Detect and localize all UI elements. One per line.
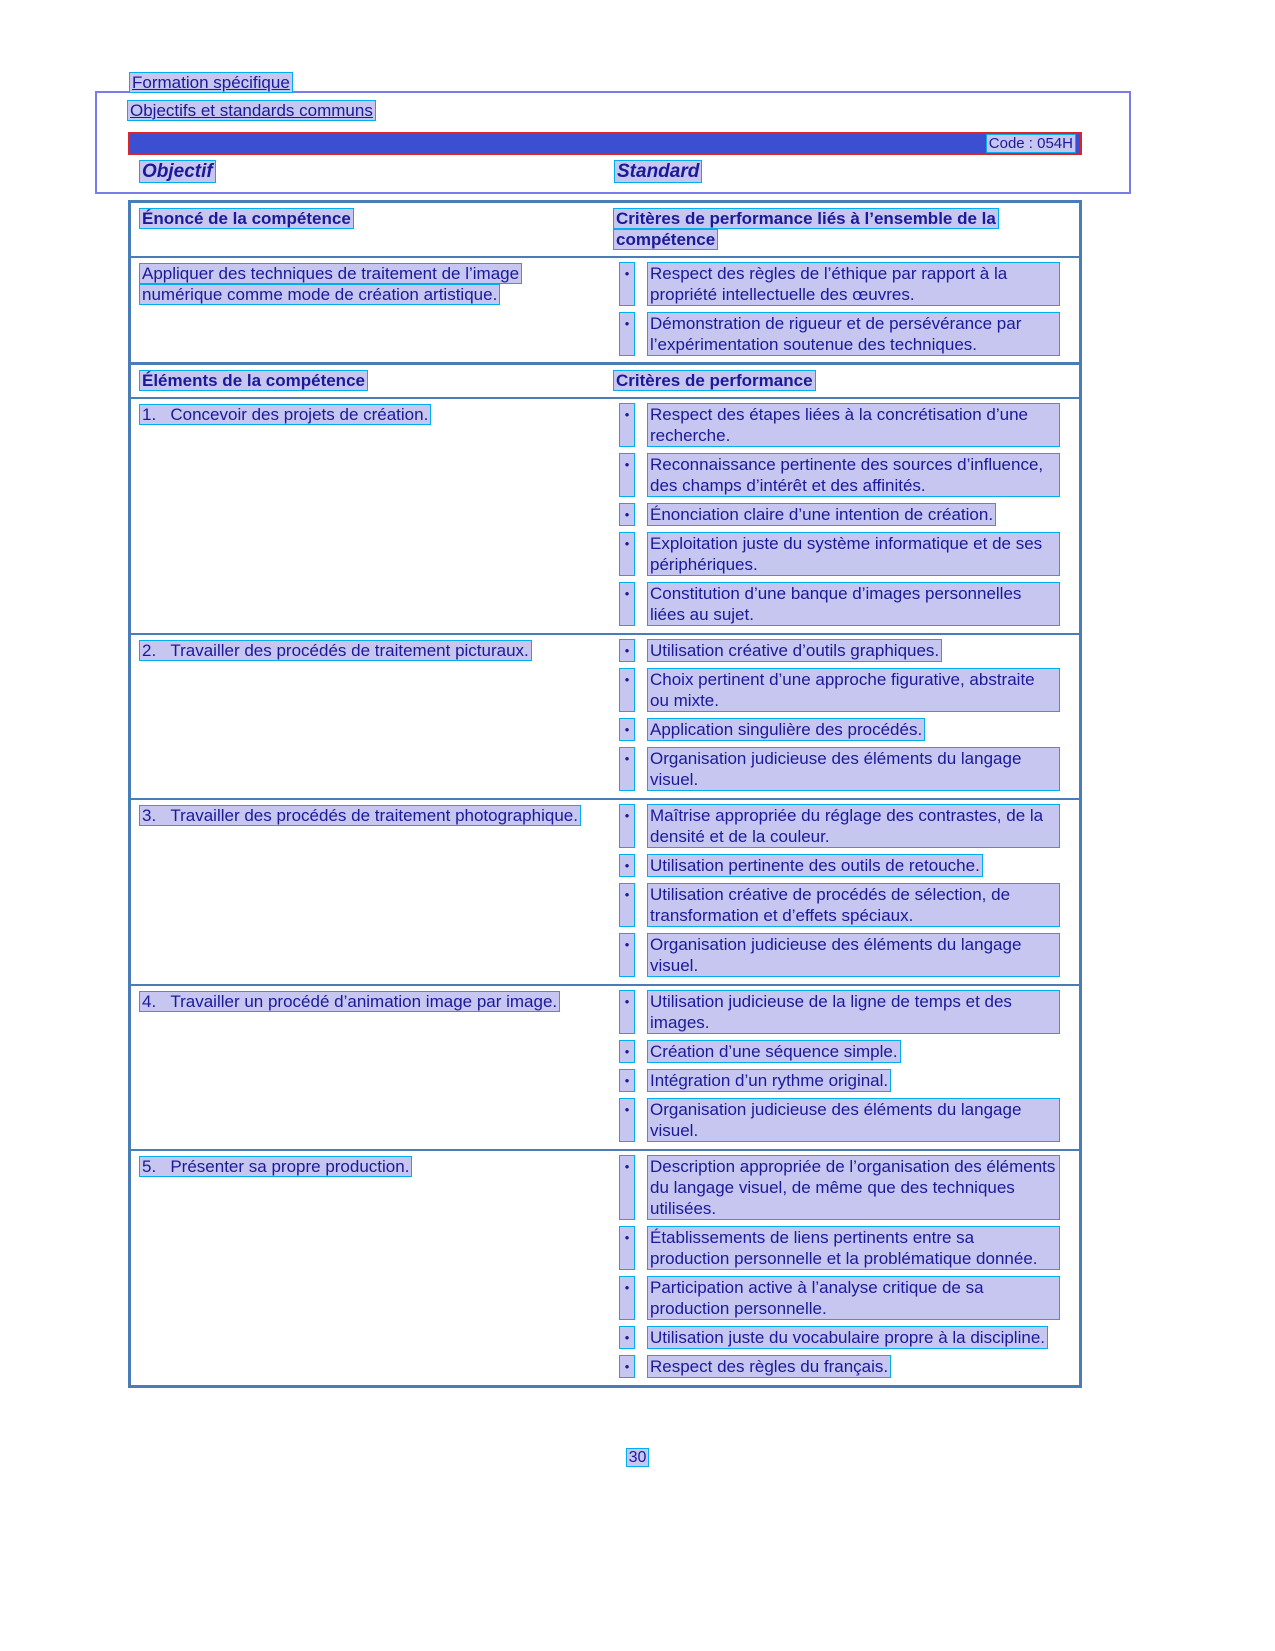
criterion-text: Respect des étapes liées à la concrétisation d’une recherche. bbox=[648, 404, 1059, 446]
criterion-item bbox=[620, 1099, 1059, 1141]
bullet-icon: • bbox=[620, 1356, 634, 1377]
competence-element-row bbox=[131, 1149, 1079, 1385]
criterion-item bbox=[620, 263, 1059, 305]
bullet-icon: • bbox=[620, 669, 634, 711]
criterion-item bbox=[620, 504, 1059, 525]
competence-element-row bbox=[131, 397, 1079, 633]
objectif-heading-text: Objectif bbox=[142, 161, 213, 182]
criterion-text: Choix pertinent d’une approche figurative, abstraite ou mixte. bbox=[648, 669, 1059, 711]
criterion-text: Organisation judicieuse des éléments du langage visuel. bbox=[648, 1099, 1059, 1141]
criterion-text: Utilisation créative de procédés de sélection, de transformation et d’effets spéciaux. bbox=[648, 884, 1059, 926]
bullet-icon: • bbox=[620, 934, 634, 976]
table1-header-cell-right bbox=[601, 203, 1079, 256]
criterion-text: Organisation judicieuse des éléments du langage visuel. bbox=[648, 748, 1059, 790]
criteria-cell bbox=[601, 986, 1079, 1149]
criterion-text: Constitution d’une banque d’images personnelles liées au sujet. bbox=[648, 583, 1059, 625]
bullet-icon: • bbox=[620, 404, 634, 446]
criterion-item bbox=[620, 454, 1059, 496]
criterion-text: Application singulière des procédés. bbox=[650, 720, 923, 739]
bullet-icon: • bbox=[620, 504, 634, 525]
element-text: 5. Présenter sa propre production. bbox=[142, 1157, 410, 1176]
link-objectifs-standards-communs-label: Objectifs et standards communs bbox=[130, 101, 373, 120]
criterion-item bbox=[620, 1277, 1059, 1319]
criterion-text: Respect des règles du français. bbox=[650, 1357, 889, 1376]
element-text: 1. Concevoir des projets de création. bbox=[142, 405, 429, 424]
criterion-text: Intégration d’un rythme original. bbox=[650, 1071, 889, 1090]
table1-header-row bbox=[131, 203, 1079, 256]
criteria-cell bbox=[601, 399, 1079, 633]
table2-header-right-text: Critères de performance bbox=[616, 371, 813, 390]
criterion-item bbox=[620, 719, 1059, 740]
criterion-item bbox=[620, 1070, 1059, 1091]
competence-elements-table bbox=[128, 362, 1082, 1388]
criterion-item bbox=[620, 1156, 1059, 1219]
page-number bbox=[0, 1448, 1275, 1467]
competence-element-row bbox=[131, 984, 1079, 1149]
element-cell bbox=[131, 399, 601, 633]
criterion-item bbox=[620, 884, 1059, 926]
criterion-text: Exploitation juste du système informatique et de ses périphériques. bbox=[648, 533, 1059, 575]
table2-header-row bbox=[131, 365, 1079, 397]
bullet-icon: • bbox=[620, 1227, 634, 1269]
element-cell bbox=[131, 986, 601, 1149]
criterion-item bbox=[620, 991, 1059, 1033]
bullet-icon: • bbox=[620, 313, 634, 355]
criterion-text: Organisation judicieuse des éléments du langage visuel. bbox=[648, 934, 1059, 976]
criterion-item bbox=[620, 1041, 1059, 1062]
criterion-item bbox=[620, 1356, 1059, 1377]
code-banner bbox=[128, 132, 1082, 155]
criterion-text: Respect des règles de l’éthique par rapport à la propriété intellectuelle des œuvres. bbox=[648, 263, 1059, 305]
criterion-item bbox=[620, 533, 1059, 575]
bullet-icon: • bbox=[620, 583, 634, 625]
bullet-icon: • bbox=[620, 1156, 634, 1219]
criterion-text: Utilisation juste du vocabulaire propre à la discipline. bbox=[650, 1328, 1045, 1347]
bullet-icon: • bbox=[620, 454, 634, 496]
competence-element-row bbox=[131, 798, 1079, 984]
bullet-icon: • bbox=[620, 1277, 634, 1319]
element-text: 3. Travailler des procédés de traitement photographique. bbox=[142, 806, 578, 825]
criterion-text: Démonstration de rigueur et de persévérance par l’expérimentation soutenue des techniques. bbox=[648, 313, 1059, 355]
link-formation-specifique[interactable] bbox=[130, 72, 292, 93]
table2-header-cell-left bbox=[131, 365, 601, 397]
element-text: 2. Travailler des procédés de traitement picturaux. bbox=[142, 641, 529, 660]
criterion-text: Utilisation créative d’outils graphiques. bbox=[650, 641, 940, 660]
statement-text: Appliquer des techniques de traitement de l’image numérique comme mode de création artistique. bbox=[142, 264, 520, 304]
bullet-icon: • bbox=[620, 748, 634, 790]
link-formation-specifique-label: Formation spécifique bbox=[132, 73, 290, 92]
criterion-text: Utilisation pertinente des outils de retouche. bbox=[650, 856, 980, 875]
criterion-text: Création d’une séquence simple. bbox=[650, 1042, 898, 1061]
bullet-icon: • bbox=[620, 263, 634, 305]
link-objectifs-standards-communs[interactable] bbox=[128, 100, 375, 121]
bullet-icon: • bbox=[620, 884, 634, 926]
bullet-icon: • bbox=[620, 1041, 634, 1062]
table1-header-left-text: Énoncé de la compétence bbox=[142, 209, 351, 228]
element-cell bbox=[131, 635, 601, 798]
criterion-text: Participation active à l’analyse critique de sa production personnelle. bbox=[648, 1277, 1059, 1319]
criterion-item bbox=[620, 1327, 1059, 1348]
table1-header-right-text: Critères de performance liés à l’ensemble de la compétence bbox=[616, 209, 996, 249]
competence-statement-table bbox=[128, 200, 1082, 366]
criterion-text: Description appropriée de l’organisation des éléments du langage visuel, de même que des techniques utilisées. bbox=[648, 1156, 1059, 1219]
element-text: 4. Travailler un procédé d’animation image par image. bbox=[142, 992, 558, 1011]
bullet-icon: • bbox=[620, 1327, 634, 1348]
table2-header-left-text: Éléments de la compétence bbox=[142, 371, 365, 390]
criteria-cell bbox=[601, 635, 1079, 798]
competence-element-row bbox=[131, 633, 1079, 798]
table1-statement-row bbox=[131, 256, 1079, 363]
bullet-icon: • bbox=[620, 640, 634, 661]
criterion-item bbox=[620, 313, 1059, 355]
statement-criteria-cell bbox=[601, 258, 1079, 363]
bullet-icon: • bbox=[620, 719, 634, 740]
objectif-column-heading bbox=[140, 160, 215, 183]
element-cell bbox=[131, 1151, 601, 1385]
criterion-item bbox=[620, 934, 1059, 976]
criterion-item bbox=[620, 855, 1059, 876]
bullet-icon: • bbox=[620, 991, 634, 1033]
bullet-icon: • bbox=[620, 1070, 634, 1091]
criterion-item bbox=[620, 640, 1059, 661]
criterion-text: Maîtrise appropriée du réglage des contrastes, de la densité et de la couleur. bbox=[648, 805, 1059, 847]
criterion-text: Utilisation judicieuse de la ligne de temps et des images. bbox=[648, 991, 1059, 1033]
criterion-item bbox=[620, 805, 1059, 847]
element-cell bbox=[131, 800, 601, 984]
bullet-icon: • bbox=[620, 533, 634, 575]
bullet-icon: • bbox=[620, 805, 634, 847]
criterion-item bbox=[620, 748, 1059, 790]
criterion-text: Reconnaissance pertinente des sources d’influence, des champs d’intérêt et des affinités. bbox=[648, 454, 1059, 496]
table2-header-cell-right bbox=[601, 365, 1079, 397]
criterion-item bbox=[620, 404, 1059, 446]
criteria-cell bbox=[601, 800, 1079, 984]
criterion-item bbox=[620, 1227, 1059, 1269]
criteria-cell bbox=[601, 1151, 1079, 1385]
statement-cell bbox=[131, 258, 601, 363]
bullet-icon: • bbox=[620, 855, 634, 876]
bullet-icon: • bbox=[620, 1099, 634, 1141]
table1-header-cell-left bbox=[131, 203, 601, 256]
criterion-text: Établissements de liens pertinents entre sa production personnelle et la problématique donnée. bbox=[648, 1227, 1059, 1269]
criterion-item bbox=[620, 669, 1059, 711]
criterion-item bbox=[620, 583, 1059, 625]
standard-heading-text: Standard bbox=[617, 161, 700, 182]
code-label: Code : 054H bbox=[988, 135, 1073, 152]
standard-column-heading bbox=[615, 160, 701, 183]
criterion-text: Énonciation claire d’une intention de création. bbox=[650, 505, 994, 524]
page-number-text: 30 bbox=[628, 1449, 647, 1466]
